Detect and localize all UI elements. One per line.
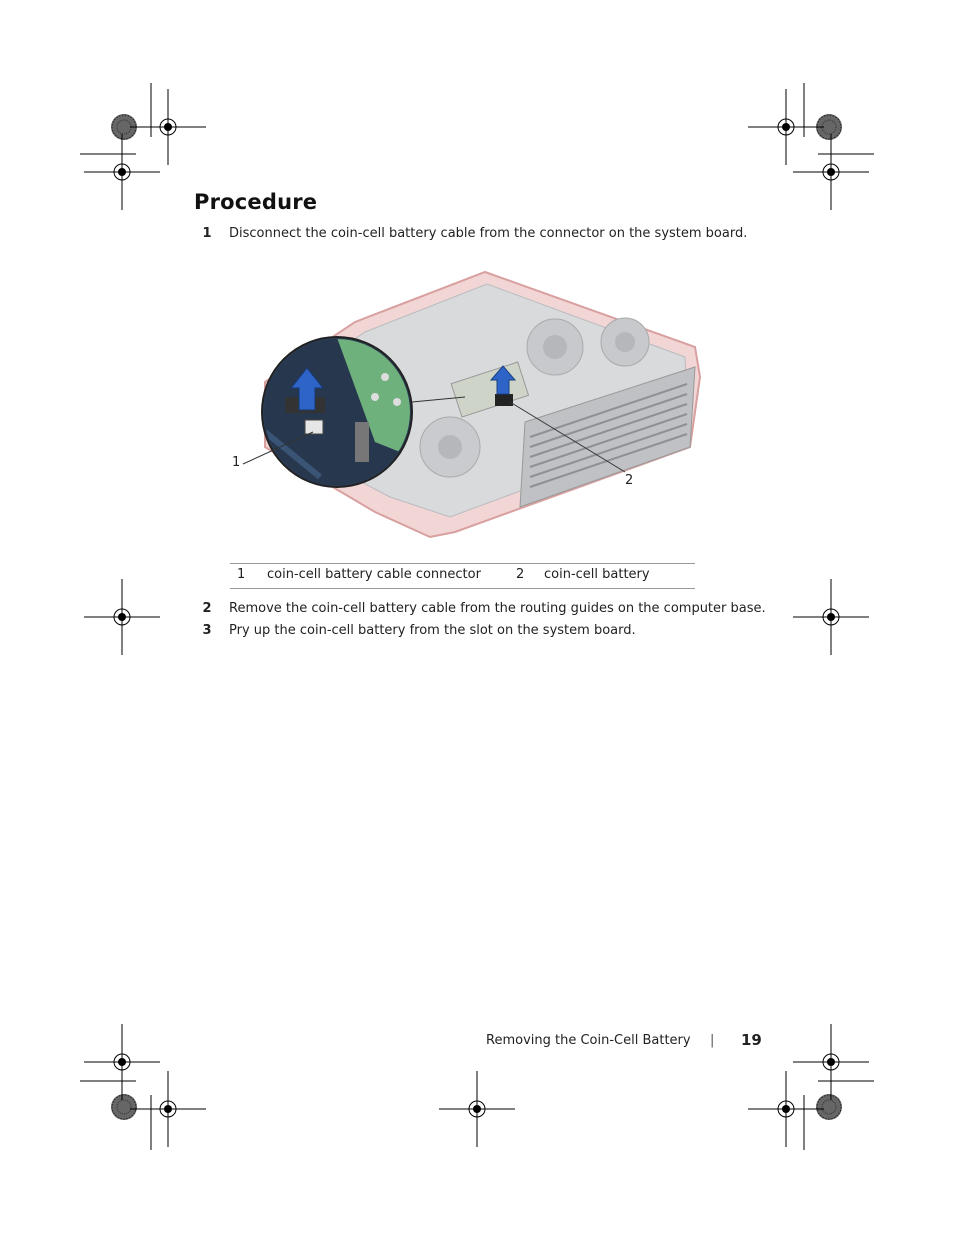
step-number: 1	[202, 226, 212, 241]
footer-section-title: Removing the Coin-Cell Battery	[486, 1033, 691, 1048]
step-number: 3	[202, 623, 212, 638]
callout-2: 2	[625, 473, 634, 488]
legend-label: coin-cell battery cable connector	[267, 567, 481, 582]
page-number: 19	[741, 1031, 762, 1049]
legend-label: coin-cell battery	[544, 567, 650, 582]
footer-separator: |	[710, 1033, 715, 1048]
step-text: Remove the coin-cell battery cable from the routing guides on the computer base.	[229, 601, 766, 616]
legend-number: 1	[237, 567, 246, 582]
step-text: Pry up the coin-cell battery from the slot on the system board.	[229, 623, 636, 638]
laptop-illustration	[225, 262, 715, 552]
laptop-drawing	[225, 262, 715, 552]
step-number: 2	[202, 601, 212, 616]
callout-1: 1	[232, 455, 241, 470]
step-text: Disconnect the coin-cell battery cable from the connector on the system board.	[229, 226, 748, 241]
legend-number: 2	[516, 567, 525, 582]
figure-legend-table	[230, 563, 695, 589]
section-heading: Procedure	[194, 190, 318, 214]
